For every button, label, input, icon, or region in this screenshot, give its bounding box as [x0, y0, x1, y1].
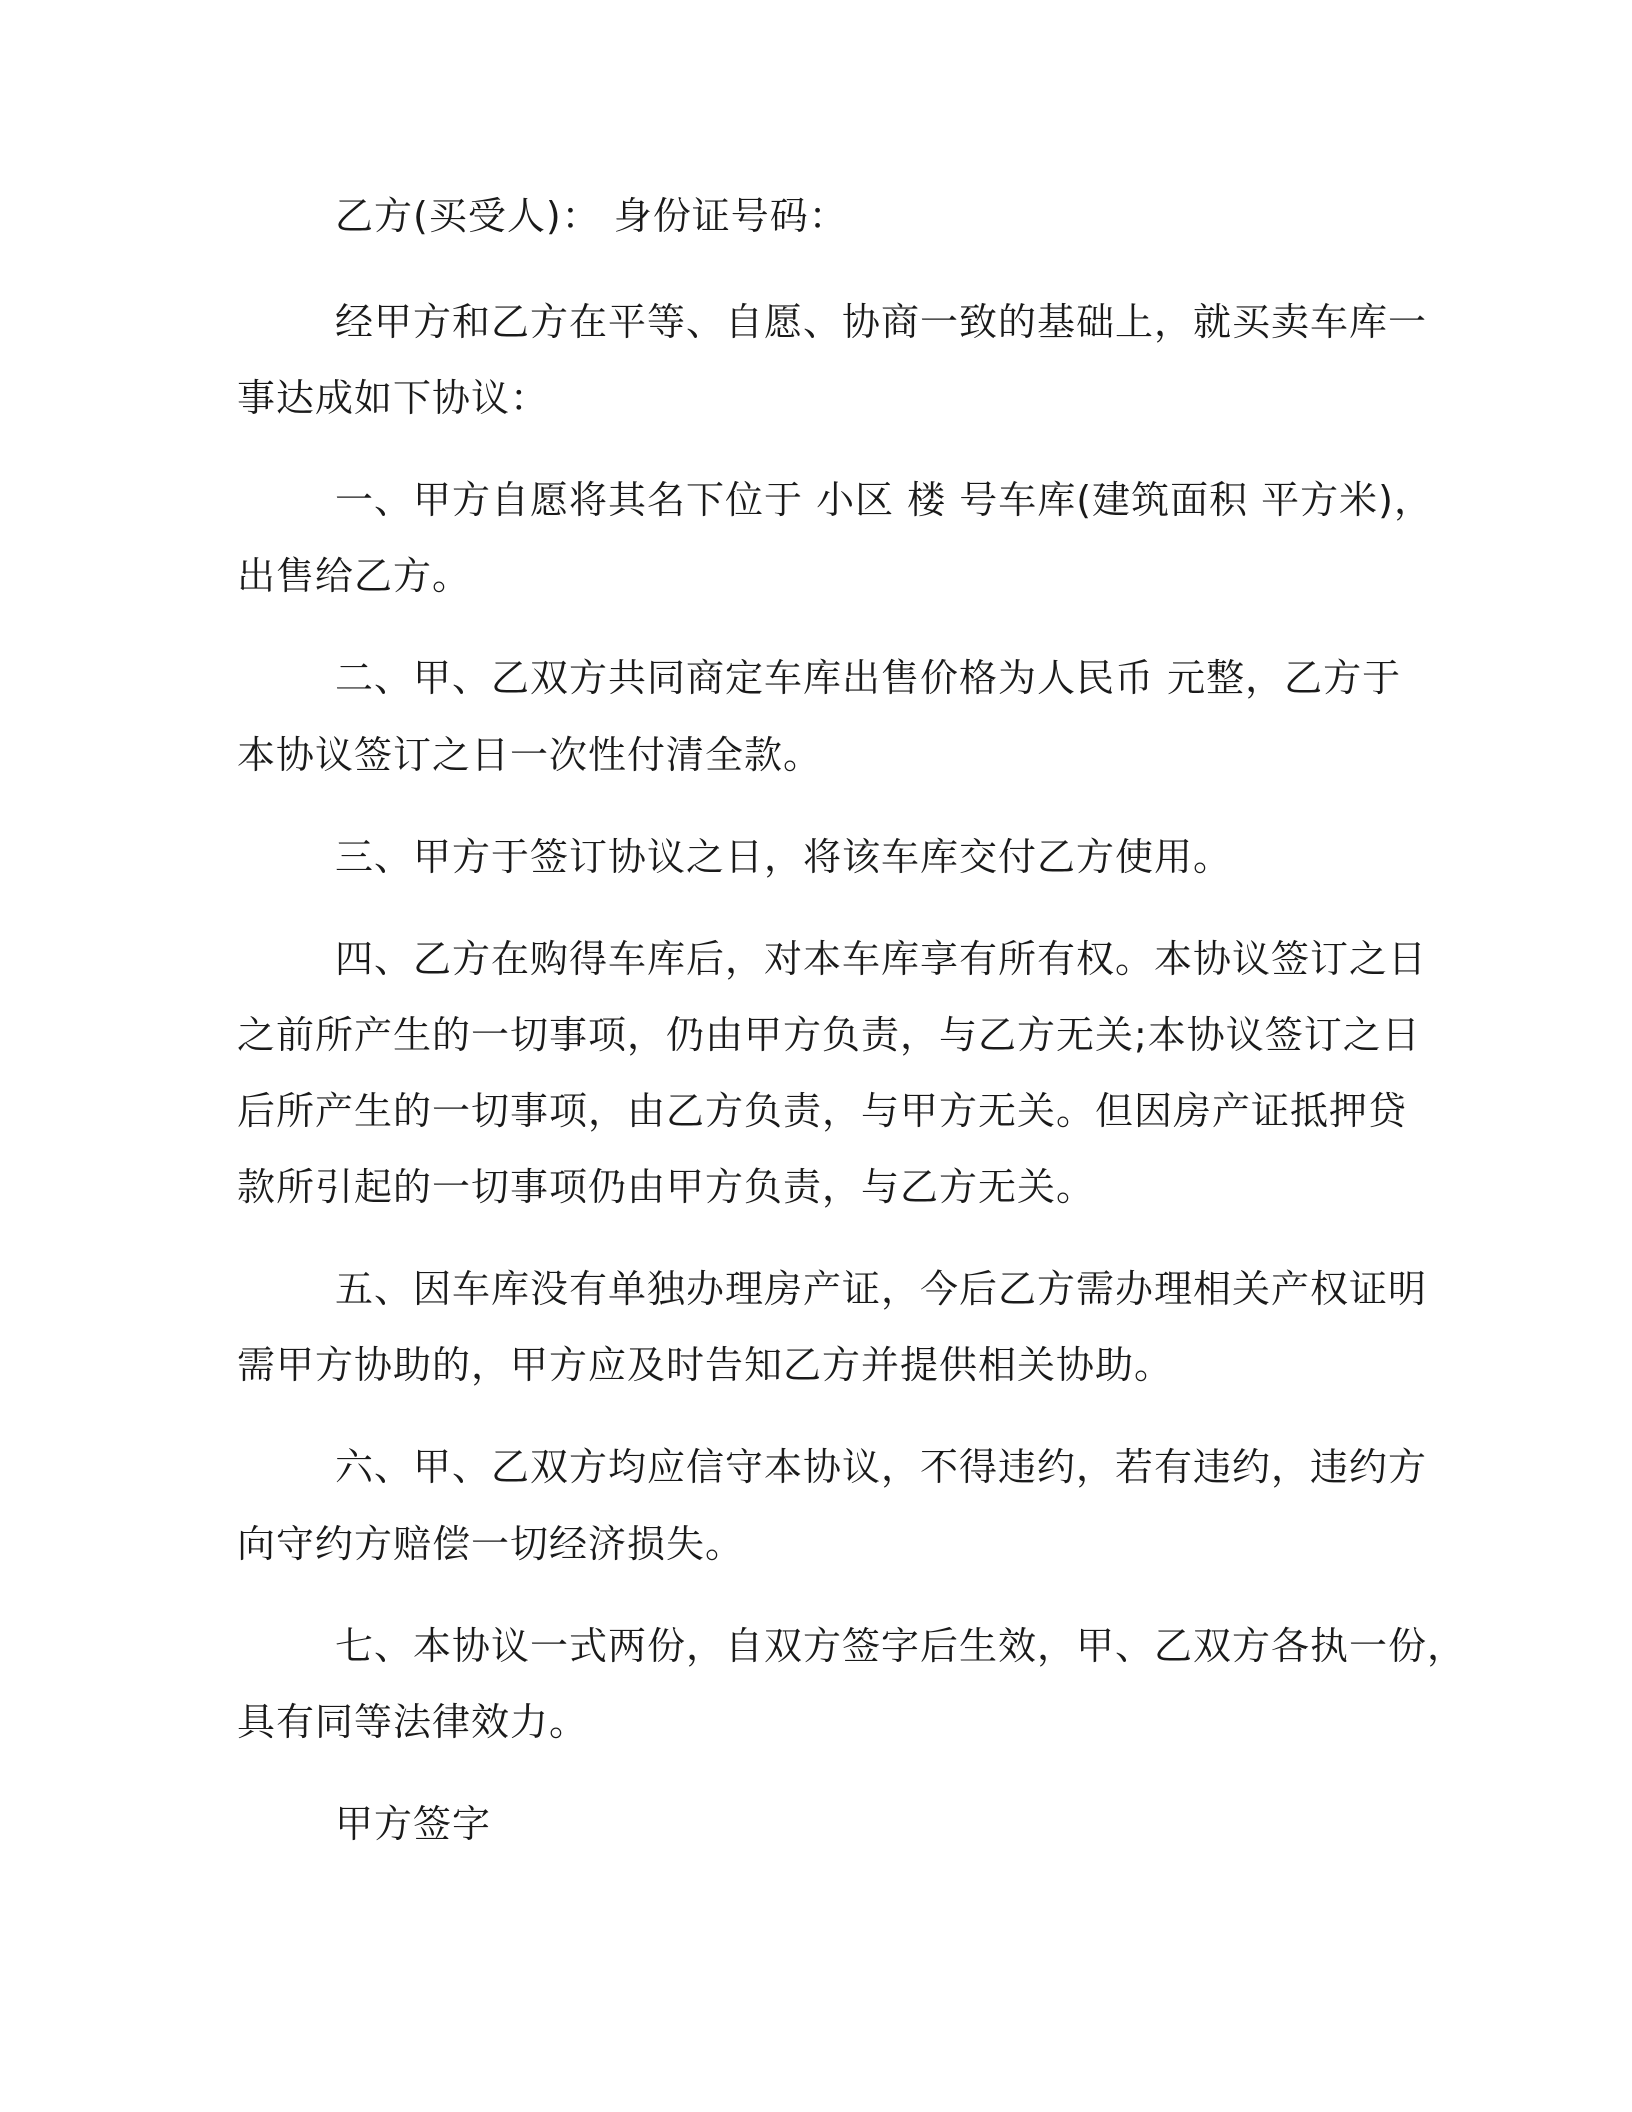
signature-label: 甲方签字	[335, 1802, 492, 1846]
clause-7-line-1: 七、本协议一式两份，自双方签字后生效，甲、乙双方各执一份，	[335, 1624, 1467, 1668]
clause-1-line-2: 出售给乙方。	[237, 554, 472, 598]
clause-2-line-1: 二、甲、乙双方共同商定车库出售价格为人民币 元整，乙方于	[335, 656, 1402, 700]
clause-5-line-2: 需甲方协助的，甲方应及时告知乙方并提供相关协助。	[237, 1343, 1174, 1387]
clause-2-line-2: 本协议签订之日一次性付清全款。	[237, 733, 823, 777]
clause-4-line-1: 四、乙方在购得车库后，对本车库享有所有权。本协议签订之日	[335, 937, 1428, 981]
preamble-line-1: 经甲方和乙方在平等、自愿、协商一致的基础上，就买卖车库一	[335, 300, 1428, 344]
party-b-line: 乙方(买受人)： 身份证号码：	[335, 194, 848, 238]
clause-5-line-1: 五、因车库没有单独办理房产证，今后乙方需办理相关产权证明	[335, 1267, 1428, 1311]
clause-7-line-2: 具有同等法律效力。	[237, 1700, 589, 1744]
clause-6-line-2: 向守约方赔偿一切经济损失。	[237, 1522, 745, 1566]
clause-6-line-1: 六、甲、乙双方均应信守本协议，不得违约，若有违约，违约方	[335, 1445, 1428, 1489]
clause-4-line-2: 之前所产生的一切事项，仍由甲方负责，与乙方无关;本协议签订之日	[237, 1013, 1421, 1057]
clause-3-line-1: 三、甲方于签订协议之日，将该车库交付乙方使用。	[335, 835, 1233, 879]
preamble-line-2: 事达成如下协议：	[237, 376, 550, 420]
clause-4-line-3: 后所产生的一切事项，由乙方负责，与甲方无关。但因房产证抵押贷	[237, 1089, 1408, 1133]
clause-4-line-4: 款所引起的一切事项仍由甲方负责，与乙方无关。	[237, 1165, 1096, 1209]
clause-1-line-1: 一、甲方自愿将其名下位于 小区 楼 号车库(建筑面积 平方米)，	[335, 478, 1433, 522]
